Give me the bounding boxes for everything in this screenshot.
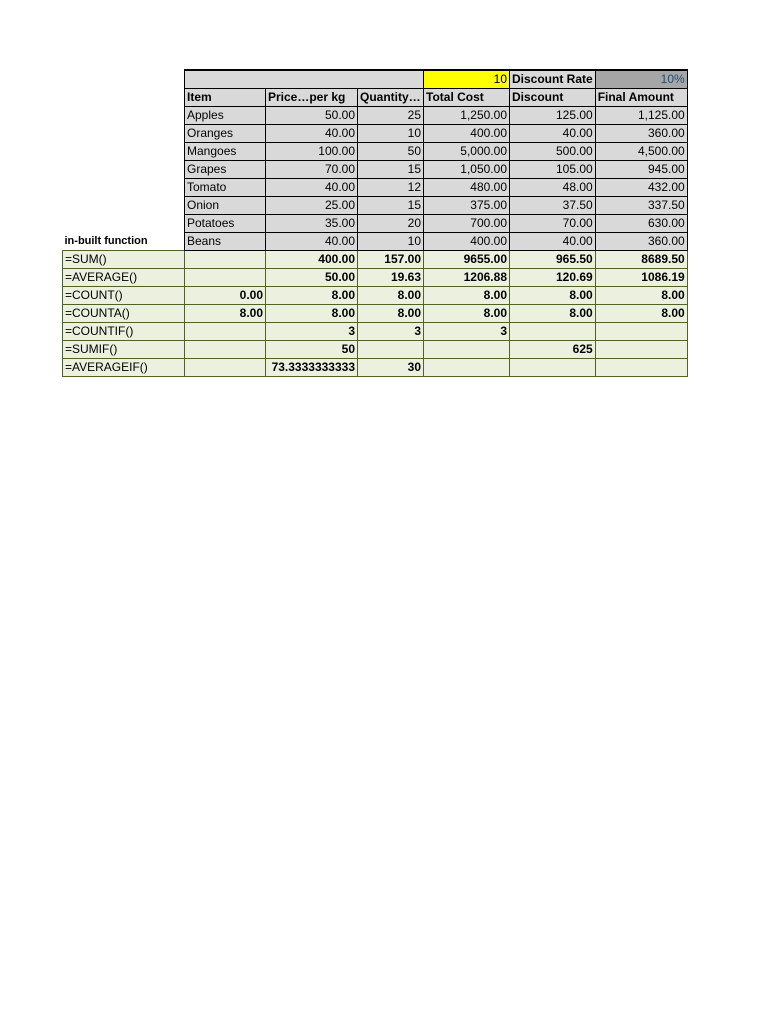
discount-cell[interactable]: 40.00 — [510, 233, 596, 251]
function-value-cell[interactable]: 8.00 — [424, 305, 510, 323]
total-cost-cell[interactable]: 1,050.00 — [424, 161, 510, 179]
function-name-cell[interactable]: =AVERAGEIF() — [63, 359, 185, 377]
function-value-cell[interactable]: 625 — [510, 341, 596, 359]
discount-cell[interactable]: 125.00 — [510, 107, 596, 125]
col-header-total-cost[interactable]: Total Cost — [424, 89, 510, 107]
final-amount-cell[interactable]: 4,500.00 — [595, 143, 687, 161]
function-value-cell[interactable] — [358, 341, 424, 359]
price-cell[interactable]: 70.00 — [266, 161, 358, 179]
final-amount-cell[interactable]: 360.00 — [595, 233, 687, 251]
item-cell[interactable]: Mangoes — [185, 143, 266, 161]
empty-cell — [63, 70, 185, 89]
function-value-cell[interactable]: 400.00 — [266, 251, 358, 269]
col-header-final-amount[interactable]: Final Amount — [595, 89, 687, 107]
function-row — [63, 341, 688, 359]
function-row — [63, 359, 688, 377]
discount-cell[interactable]: 37.50 — [510, 197, 596, 215]
total-cost-cell[interactable]: 700.00 — [424, 215, 510, 233]
function-name-cell[interactable]: =COUNTA() — [63, 305, 185, 323]
function-row — [63, 251, 688, 269]
function-value-cell[interactable] — [185, 251, 266, 269]
function-row — [63, 269, 688, 287]
function-value-cell[interactable]: 1086.19 — [595, 269, 687, 287]
discount-rate-value[interactable]: 10% — [595, 70, 687, 89]
empty-cell — [63, 161, 185, 179]
function-value-cell[interactable]: 19.63 — [358, 269, 424, 287]
quantity-cell[interactable]: 15 — [358, 161, 424, 179]
function-value-cell[interactable] — [185, 359, 266, 377]
function-value-cell[interactable]: 8.00 — [266, 305, 358, 323]
quantity-cell[interactable]: 15 — [358, 197, 424, 215]
quantity-cell[interactable]: 25 — [358, 107, 424, 125]
function-value-cell[interactable] — [185, 341, 266, 359]
in-built-function-label: in-built function — [64, 234, 148, 247]
function-value-cell[interactable]: 73.3333333333 — [266, 359, 358, 377]
function-value-cell[interactable]: 8689.50 — [595, 251, 687, 269]
function-value-cell[interactable]: 8.00 — [595, 287, 687, 305]
function-value-cell[interactable]: 120.69 — [510, 269, 596, 287]
final-amount-cell[interactable]: 360.00 — [595, 125, 687, 143]
function-value-cell[interactable] — [510, 323, 596, 341]
table-row — [63, 161, 688, 179]
function-value-cell[interactable]: 8.00 — [424, 287, 510, 305]
empty-cell — [63, 197, 185, 215]
discount-cell[interactable]: 48.00 — [510, 179, 596, 197]
price-cell[interactable]: 25.00 — [266, 197, 358, 215]
function-value-cell[interactable]: 8.00 — [358, 287, 424, 305]
function-value-cell[interactable] — [185, 269, 266, 287]
discount-cell[interactable]: 500.00 — [510, 143, 596, 161]
item-cell[interactable]: Grapes — [185, 161, 266, 179]
function-value-cell[interactable] — [424, 359, 510, 377]
function-row — [63, 323, 688, 341]
final-amount-cell[interactable]: 1,125.00 — [595, 107, 687, 125]
total-cost-cell[interactable]: 480.00 — [424, 179, 510, 197]
function-value-cell[interactable] — [595, 323, 687, 341]
final-amount-cell[interactable]: 945.00 — [595, 161, 687, 179]
function-name-cell[interactable]: =AVERAGE() — [63, 269, 185, 287]
price-cell[interactable]: 35.00 — [266, 215, 358, 233]
function-value-cell[interactable]: 8.00 — [266, 287, 358, 305]
quantity-cell[interactable]: 10 — [358, 233, 424, 251]
item-cell[interactable]: Potatoes — [185, 215, 266, 233]
table-row — [63, 215, 688, 233]
discount-cell[interactable]: 40.00 — [510, 125, 596, 143]
quantity-cell[interactable]: 50 — [358, 143, 424, 161]
quantity-cell[interactable]: 10 — [358, 125, 424, 143]
table-row — [63, 179, 688, 197]
price-cell[interactable]: 40.00 — [266, 233, 358, 251]
price-cell[interactable]: 50.00 — [266, 107, 358, 125]
final-amount-cell[interactable]: 337.50 — [595, 197, 687, 215]
merged-title-cell[interactable] — [185, 70, 424, 89]
function-value-cell[interactable]: 157.00 — [358, 251, 424, 269]
total-cost-cell[interactable]: 400.00 — [424, 125, 510, 143]
price-cell[interactable]: 40.00 — [266, 125, 358, 143]
function-value-cell[interactable]: 965.50 — [510, 251, 596, 269]
header-row — [63, 70, 688, 89]
empty-cell — [63, 143, 185, 161]
table-row — [63, 143, 688, 161]
function-value-cell[interactable]: 50 — [266, 341, 358, 359]
total-cost-cell[interactable]: 5,000.00 — [424, 143, 510, 161]
item-cell[interactable]: Apples — [185, 107, 266, 125]
item-cell[interactable]: Beans — [185, 233, 266, 251]
col-header-discount[interactable]: Discount — [510, 89, 596, 107]
function-name-cell[interactable]: =SUM() — [63, 251, 185, 269]
function-value-cell[interactable]: 3 — [424, 323, 510, 341]
spreadsheet-table — [62, 69, 688, 377]
final-amount-cell[interactable]: 630.00 — [595, 215, 687, 233]
function-value-cell[interactable]: 8.00 — [510, 287, 596, 305]
empty-cell — [63, 215, 185, 233]
discount-rate-label[interactable]: Discount Rate — [510, 70, 596, 89]
table-row — [63, 233, 688, 251]
function-value-cell[interactable] — [510, 359, 596, 377]
function-value-cell[interactable]: 9655.00 — [424, 251, 510, 269]
item-cell[interactable]: Onion — [185, 197, 266, 215]
function-value-cell[interactable] — [595, 341, 687, 359]
function-value-cell[interactable]: 8.00 — [595, 305, 687, 323]
empty-cell — [63, 125, 185, 143]
table-row — [63, 125, 688, 143]
function-name-cell[interactable]: =COUNT() — [63, 287, 185, 305]
function-value-cell[interactable]: 30 — [358, 359, 424, 377]
function-value-cell[interactable]: 3 — [266, 323, 358, 341]
function-value-cell[interactable]: 8.00 — [358, 305, 424, 323]
function-value-cell[interactable]: 8.00 — [510, 305, 596, 323]
function-name-cell[interactable]: =SUMIF() — [63, 341, 185, 359]
function-value-cell[interactable] — [424, 341, 510, 359]
function-value-cell[interactable]: 8.00 — [185, 305, 266, 323]
discount-cell[interactable]: 70.00 — [510, 215, 596, 233]
quantity-cell[interactable]: 20 — [358, 215, 424, 233]
function-name-cell[interactable]: =COUNTIF() — [63, 323, 185, 341]
item-cell[interactable]: Tomato — [185, 179, 266, 197]
function-value-cell[interactable]: 3 — [358, 323, 424, 341]
empty-cell — [63, 179, 185, 197]
item-cell[interactable]: Oranges — [185, 125, 266, 143]
function-value-cell[interactable] — [595, 359, 687, 377]
function-row — [63, 305, 688, 323]
final-amount-cell[interactable]: 432.00 — [595, 179, 687, 197]
function-value-cell[interactable]: 50.00 — [266, 269, 358, 287]
total-cost-cell[interactable]: 375.00 — [424, 197, 510, 215]
table-row — [63, 107, 688, 125]
total-cost-cell[interactable]: 1,250.00 — [424, 107, 510, 125]
discount-cell[interactable]: 105.00 — [510, 161, 596, 179]
highlighted-value-cell[interactable]: 10 — [424, 70, 510, 89]
price-cell[interactable]: 40.00 — [266, 179, 358, 197]
empty-cell — [63, 107, 185, 125]
col-header-price[interactable]: Price…per kg — [266, 89, 358, 107]
function-value-cell[interactable]: 0.00 — [185, 287, 266, 305]
col-header-item[interactable]: Item — [185, 89, 266, 107]
quantity-cell[interactable]: 12 — [358, 179, 424, 197]
function-value-cell[interactable] — [185, 323, 266, 341]
function-row — [63, 287, 688, 305]
empty-cell — [63, 89, 185, 107]
price-cell[interactable]: 100.00 — [266, 143, 358, 161]
total-cost-cell[interactable]: 400.00 — [424, 233, 510, 251]
function-value-cell[interactable]: 1206.88 — [424, 269, 510, 287]
col-header-quantity[interactable]: Quantity… — [358, 89, 424, 107]
column-header-row — [63, 89, 688, 107]
table-row — [63, 197, 688, 215]
